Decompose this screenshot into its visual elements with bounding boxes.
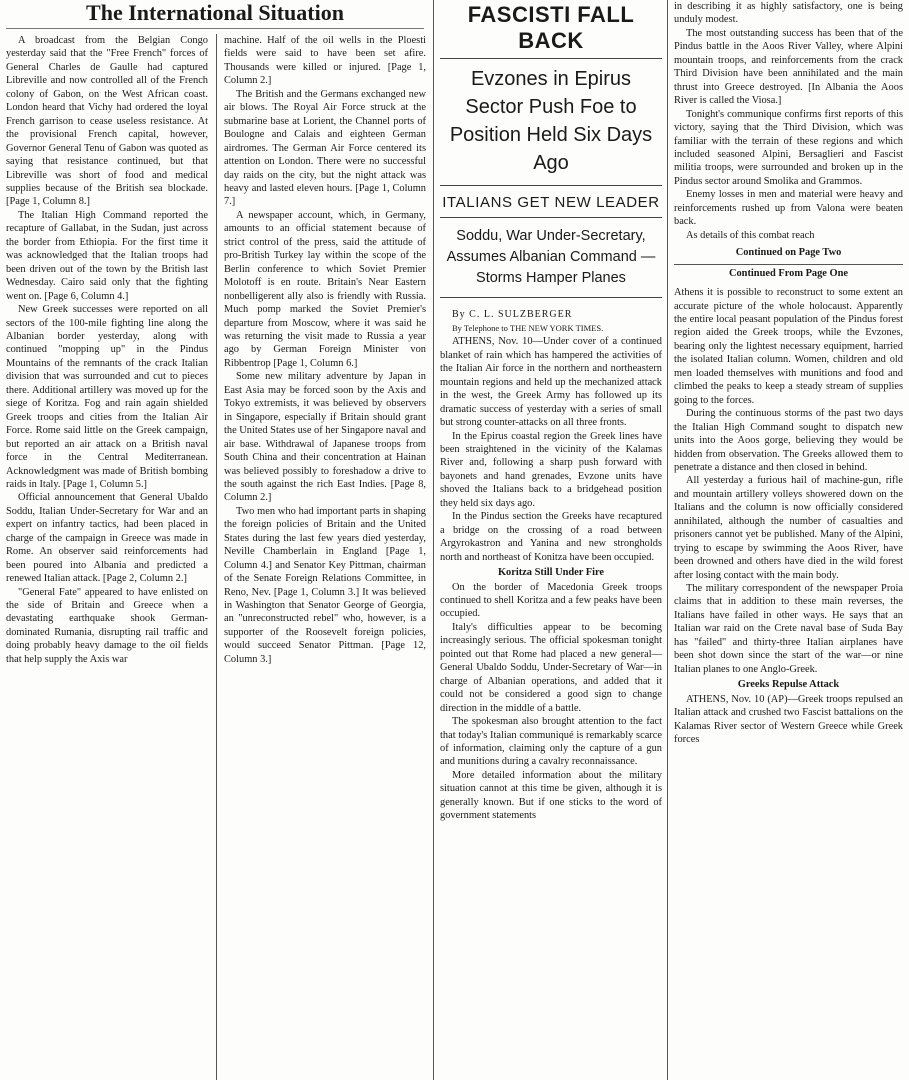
headline-subdeck: ITALIANS GET NEW LEADER [440, 196, 662, 218]
intl-paragraph: The British and the Germans exchanged new air blows. The Royal Air Force struck at the submarine base at Lorient, the Channel ports of Boulogne and Calais and eighteen German airdromes. The German Air Force centered its attention on London. There were no successful day raids on the city, but the night attack was heavy and lasted eleven hours. [Page 1, Column 7.] [224, 88, 426, 208]
article-paragraph: Enemy losses in men and material were heavy and reinforcements rushed up from Valona were beaten back. [674, 189, 903, 228]
column-rule [667, 0, 668, 1080]
intl-column-2 [224, 34, 426, 1080]
article-paragraph: Italy's difficulties appear to be becoming increasingly serious. The official spokesman tonight pointed out that Rome had placed a new general—General Ubaldo Soddu, Under-Secretary of War—in charge of Albanian operations, and added that it could not be considered a good sign to change direction in the middle of a battle. [440, 621, 662, 714]
column-rule [433, 0, 434, 1080]
intl-paragraph: "General Fate" appeared to have enlisted on the side of Britain and Greece when a devastating earthquake shook German-dominated Rumania, disrupting rail traffic and doing probably heavy damage to the oil fields that help supply the Axis war [6, 586, 208, 665]
subhead-greeks-repulse: Greeks Repulse Attack [737, 679, 840, 691]
article-paragraph: The most outstanding success has been that of the Pindus battle in the Aoos River Valley, where Alpini mountain troops, and reinforcements from the crack Third Division have been annihilated and the main thrust into Greece destroyed. [In Albania the Aoos River is called the Viosa.] [674, 27, 903, 107]
byline: By C. L. SULZBERGER [452, 309, 573, 321]
article-paragraph: ATHENS, Nov. 10 (AP)—Greek troops repulsed an Italian attack and crushed two Fascist battalions on the Kalamas River sector of Western Greece while Greek forces [674, 693, 903, 746]
article-paragraph: in describing it as highly satisfactory, one is being unduly modest. [674, 1, 903, 26]
article-paragraph: In the Pindus section the Greeks have recaptured a bridge on the crossing of a road between Argyrokastron and Yanina and new strongholds north and northeast of Konitza have been occupied. [440, 511, 662, 563]
dateline-credit: By Telephone to THE NEW YORK TIMES. [452, 322, 604, 333]
intl-paragraph: Two men who had important parts in shaping the foreign policies of Britain and the United States during the last few years died yesterday, Neville Chamberlain in England [Page 1, Column 4.] and Senator Key Pittman, chairman of the Senate Foreign Relations Committee, in Reno, Nev. [Page 1, Column 3.] It was believed in Washington that Senator George of Georgia, an "unreconstructed rebel" who, however, is a supporter of the Roosevelt foreign policies, would succeed Senator Pittman. [Page 12, Column 3.] [224, 505, 426, 665]
article-paragraph: As details of this combat reach [686, 229, 815, 241]
headline-deck-secondary: Soddu, War Under-Secretary, Assumes Albanian Command —Storms Hamper Planes [440, 226, 662, 298]
article-paragraph: Tonight's communique confirms first reports of this victory, saying that the Third Division, which was familiar with the terrain of these regions and which included seasoned Alpini, Bersaglieri and Fascist militia troops, were surrounded and broken up in the Pindus sector around Smolika and Grammos. [674, 108, 903, 187]
intl-paragraph: New Greek successes were reported on all sectors of the 100-mile fighting line along the Albanian border yesterday, along with continued "mopping up" in the Pindus Mountains of the remnants of the crack Italian division that was surrounded and cut to pieces there. Additional artillery was moved up for the siege of Koritza. Fog and rain again shielded Greek troops and cities from the Italian Air Force. Rome said little on the Greek campaign, but reported an air attack on a British naval force in the Central Mediterranean. Acknowledgment was made of British bombing raids in Italy. [Page 1, Column 5.] [6, 304, 208, 490]
article-paragraph: ATHENS, Nov. 10—Under cover of a continued blanket of rain which has hampered the activities of the Italian Air force in the northern and northeastern mountain regions and held up the mechanized attack in the west, the Greek Army has followed up its dramatic success of yesterday with a series of small but strong counter-attacks on all three fronts. [440, 336, 662, 429]
intl-paragraph: Official announcement that General Ubaldo Soddu, Italian Under-Secretary for War and an expert on infantry tactics, had been placed in charge of the campaign in Greece was made in Rome. An observer said reinforcements had been poured into Albania and predicted a renewed Italian attack. [Page 2, Column 2.] [6, 492, 208, 585]
article-paragraph: The military correspondent of the newspaper Proia claims that in addition to these main reverses, the Italians have failed in other ways. He says that an Italian war raid on the Crete naval base of Suda Bay has "failed" and thirty-three Italian airplanes have been shot down since the start of the war—or nine Italian planes to one Anglo-Greek. [674, 583, 903, 675]
headline-deck: Evzones in Epirus Sector Push Foe to Position Held Six Days Ago [440, 65, 662, 186]
article-paragraph: In the Epirus coastal region the Greek lines have been straightened in the vicinity of the Kalamas River and, following a sharp push forward with bayonets and hand grenades, Evzone units have shoved the Italians back to a bridgehead position they held six days ago. [440, 430, 662, 509]
article-column-main [440, 0, 662, 1080]
intl-paragraph: machine. Half of the oil wells in the Ploesti fields were said to have been set afire. Thousands were killed or injured. [Page 1, Column 2.] [224, 35, 426, 87]
article-column-continued [674, 0, 903, 1080]
intl-paragraph: A broadcast from the Belgian Congo yesterday said that the "Free French" forces of General Charles de Gaulle had captured Libreville and now controlled all of the French colony of Gabon, on the West African coast. London heard that Vichy had ordered the loyal French garrison to cease useless resistance. At the provisional French capital, however, Governor General Tenu of Gabon was quoted as saying that resistance continued, but that Libreville was short of food and medical supplies because of the British sea blockade. [Page 1, Column 8.] [6, 35, 208, 208]
subhead-koritza: Koritza Still Under Fire [497, 567, 605, 579]
article-paragraph: During the continuous storms of the past two days the Italian High Command sought to dispatch new units into the Aoos gorge, believing they would be hidden from observation. The Greeks allowed them to penetrate a distance and then closed in behind. [674, 408, 903, 473]
intl-paragraph: A newspaper account, which, in Germany, amounts to an official statement because of strict control of the press, said the attitude of pro-British Turkey lay within the scope of the Berlin conference to which Soviet Premier Molotoff is en route. Britain's Near Eastern nonbelligerent ally also is friendly with Russia. Much pomp marked the Soviet Premier's departure from Moscow, where it was said he was returning the visit made to Russia a year ago by German Foreign Minister von Ribbentrop [Page 1, Column 6.] [224, 209, 426, 369]
intl-paragraph: Some new military adventure by Japan in East Asia may be forced soon by the Axis and Tokyo extremists, it was believed by observers in Singapore, especially if Britain should grant the United States use of her Singapore naval and air base. Withdrawal of Japanese troops from South China and their concentration at Hainan was believed possibly to foreshadow a drive to the south against the rich East Indies. [Page 8, Column 2.] [224, 371, 426, 504]
headline-main: FASCISTI FALL BACK [440, 2, 662, 59]
article-paragraph: The spokesman also brought attention to the fact that today's Italian communiqué is remarkably scarce of information, claiming only the capture of a gun and munitions during a cavalry reconnaissance. [440, 716, 662, 768]
article-paragraph: Athens it is possible to reconstruct to some extent an accurate picture of the whole holocaust. Apparently the entire local peasant population of the Pindus forest region aided the Greek troops, while the Evzones, bearing only the lightest necessary equipment, harried the isolated Italian column. Women, children and old men loaded themselves with munitions and food and climbed the peaks to keep a steady stream of supplies going to the forces. [674, 287, 903, 406]
jump-continued-from: Continued From Page One [728, 267, 848, 279]
section-title-international-situation: The International Situation [6, 0, 424, 29]
jump-continued-on: Continued on Page Two [674, 246, 903, 264]
article-paragraph: On the border of Macedonia Greek troops continued to shell Koritza and a few peaks have been occupied. [440, 581, 662, 620]
intl-column-1 [6, 34, 208, 1080]
column-rule [216, 34, 217, 1080]
article-paragraph: All yesterday a furious hail of machine-gun, rifle and mountain artillery volleys showered down on the Italians and the column is now officially considered annihilated, although the number of casualties and prisoners cannot yet be published. Many of the Alpini, trying to escape by swimming the Aoos River, have been drowned and others have died in the wild forest after losing contact with the main body. [674, 475, 903, 581]
article-paragraph: More detailed information about the military situation cannot at this time be given, although it is generally known. But if one sticks to the word of government statements [440, 769, 662, 822]
intl-paragraph: The Italian High Command reported the recapture of Gallabat, in the Sudan, just across the border from Ethiopia. For the first time it was acknowledged that the Italian troops had been driven out of the town by the British last Wednesday. Cairo said only that the fighting went on. [Page 6, Column 4.] [6, 209, 208, 302]
